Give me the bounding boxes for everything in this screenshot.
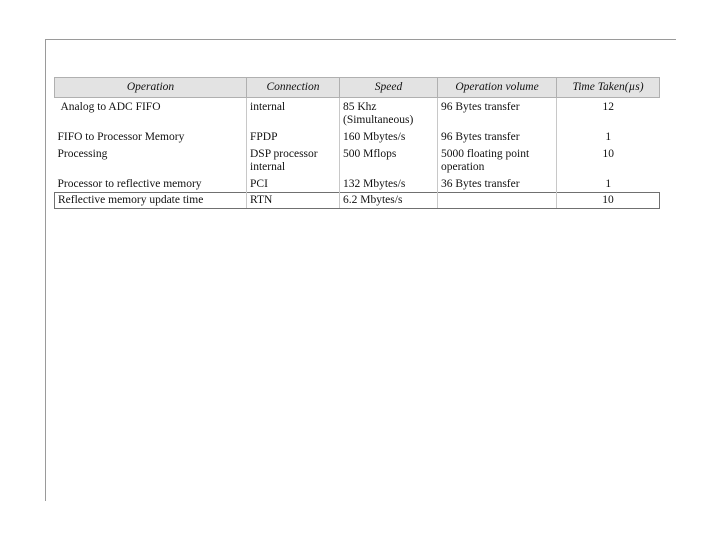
table-row <box>55 175 660 193</box>
cell-time-taken: 12 <box>557 98 660 129</box>
cell-connection: DSP processor internal <box>247 145 340 175</box>
header-speed: Speed <box>340 78 438 98</box>
cell-operation-volume: 5000 floating point operation <box>438 145 557 175</box>
cell-connection: internal <box>247 98 340 129</box>
slide-frame-left-border <box>45 39 46 501</box>
slide-frame-top-border <box>46 39 676 40</box>
cell-connection: PCI <box>247 175 340 193</box>
cell-connection: FPDP <box>247 128 340 145</box>
cell-operation: Analog to ADC FIFO <box>60 101 161 113</box>
cell-operation-volume: 96 Bytes transfer <box>438 128 557 145</box>
cell-speed: 132 Mbytes/s <box>340 175 438 193</box>
header-connection: Connection <box>247 78 340 98</box>
cell-time-taken: 10 <box>557 193 660 209</box>
cell-operation-volume: 96 Bytes transfer <box>438 98 557 129</box>
timing-table <box>54 77 660 209</box>
cell-speed: 500 Mflops <box>340 145 438 175</box>
cell-speed: 160 Mbytes/s <box>340 128 438 145</box>
cell-operation: Reflective memory update time <box>55 193 247 209</box>
table-row <box>55 193 660 209</box>
cell-operation: FIFO to Processor Memory <box>57 131 185 143</box>
cell-operation-volume <box>438 193 557 209</box>
cell-time-taken: 10 <box>557 145 660 175</box>
header-time-taken: Time Taken(µs) <box>557 78 660 98</box>
table-header-row <box>55 78 660 98</box>
cell-connection: RTN <box>247 193 340 209</box>
cell-speed: 85 Khz (Simultaneous) <box>340 98 438 129</box>
cell-operation: Processor to reflective memory <box>57 178 202 190</box>
cell-speed: 6.2 Mbytes/s <box>340 193 438 209</box>
cell-time-taken: 1 <box>557 128 660 145</box>
header-operation-volume: Operation volume <box>438 78 557 98</box>
table-row <box>55 128 660 145</box>
cell-time-taken: 1 <box>557 175 660 193</box>
header-operation: Operation <box>55 78 247 98</box>
cell-operation-volume: 36 Bytes transfer <box>438 175 557 193</box>
table-row <box>55 145 660 175</box>
table-row <box>55 98 660 129</box>
cell-operation: Processing <box>57 148 108 160</box>
